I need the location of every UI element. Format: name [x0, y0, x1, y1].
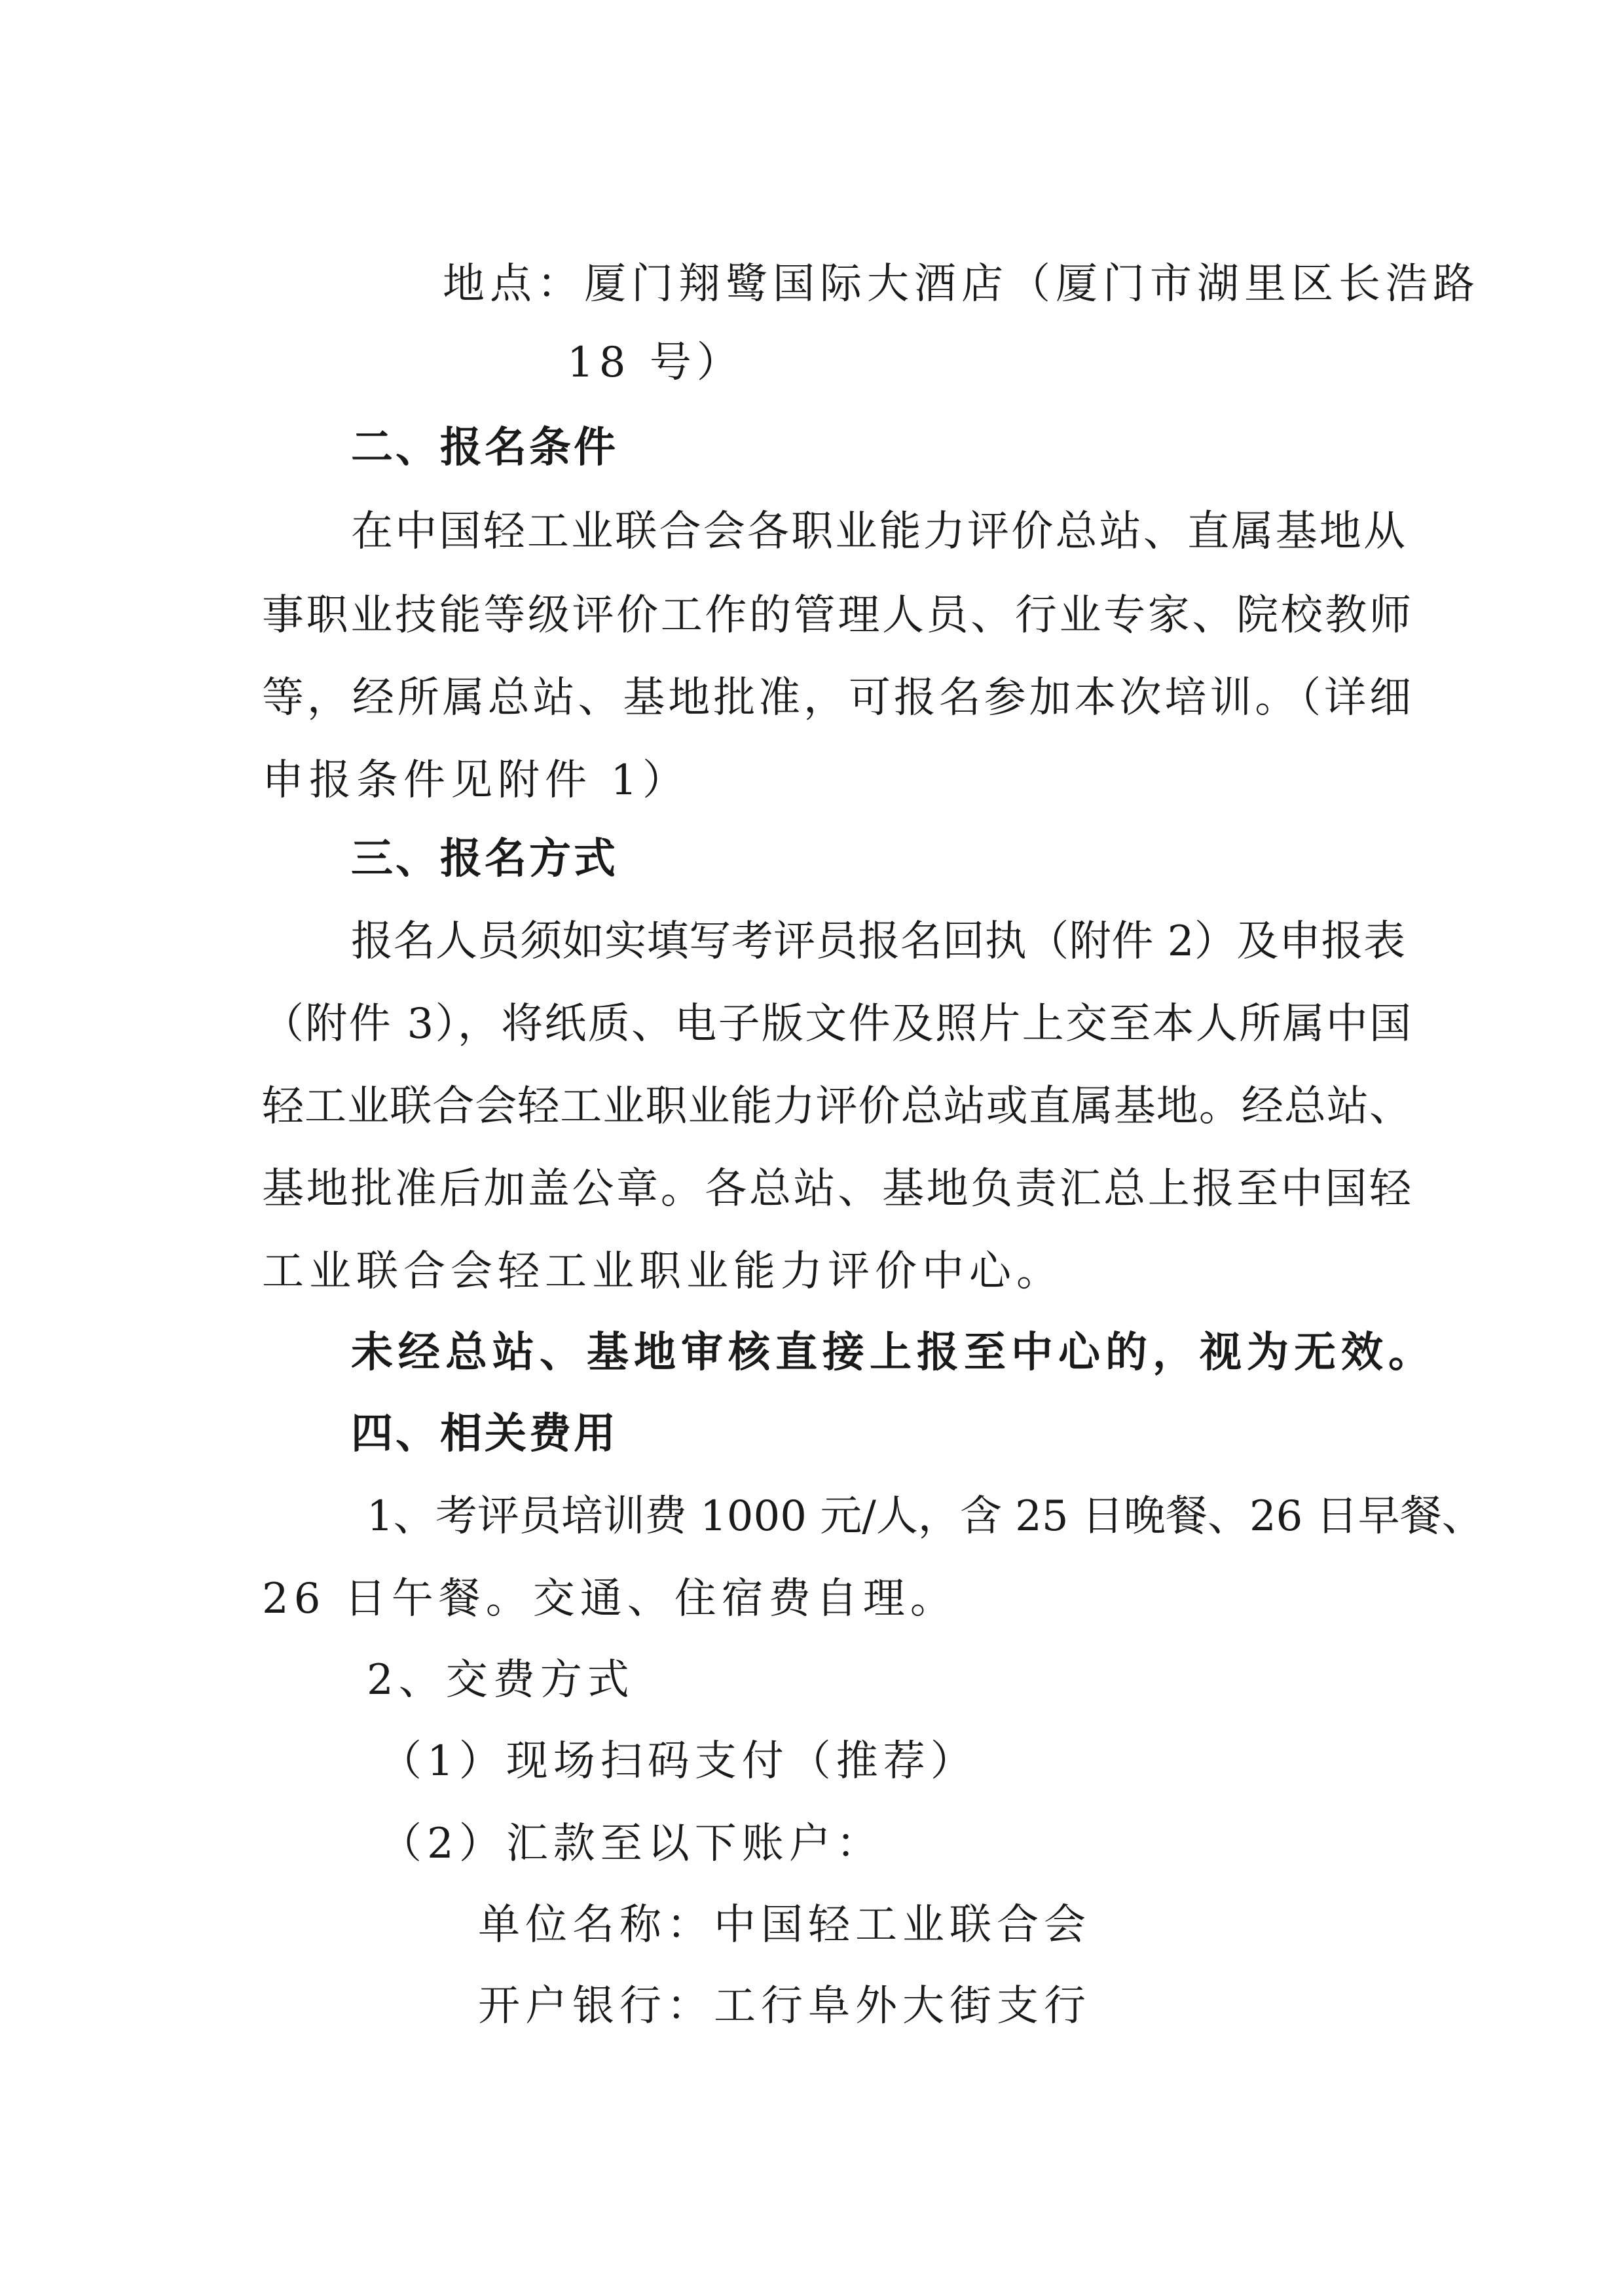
conditions-line-2: 事职业技能等级评价工作的管理人员、行业专家、院校教师 [262, 591, 1411, 640]
section-heading-registration-conditions: 二、报名条件 [351, 424, 618, 472]
method-line-4: 基地批准后加盖公章。各总站、基地负责汇总上报至中国轻 [262, 1165, 1411, 1213]
location-line-2: 18 号） [567, 339, 744, 387]
account-unit-name: 单位名称：中国轻工业联合会 [478, 1901, 1091, 1949]
location-line-1: 地点：厦门翔鹭国际大酒店（厦门市湖里区长浩路 [443, 260, 1480, 308]
payment-option-1: （1）现场扫码支付（推荐） [380, 1737, 978, 1786]
payment-method-title: 2、交费方式 [367, 1656, 635, 1704]
conditions-line-4: 申报条件见附件 1） [262, 756, 690, 805]
method-line-1: 报名人员须如实填写考评员报名回执（附件 2）及申报表 [351, 917, 1405, 966]
payment-option-2: （2）汇款至以下账户： [380, 1820, 883, 1868]
fee-line-2: 26 日午餐。交通、住宿费自理。 [262, 1575, 957, 1623]
invalid-notice: 未经总站、基地审核直接上报至中心的，视为无效。 [351, 1328, 1435, 1377]
account-bank: 开户银行：工行阜外大街支行 [478, 1982, 1091, 2030]
conditions-line-1: 在中国轻工业联合会各职业能力评价总站、直属基地从 [351, 507, 1405, 556]
method-line-3: 轻工业联合会轻工业职业能力评价总站或直属基地。经总站、 [262, 1082, 1411, 1131]
section-heading-fees: 四、相关费用 [351, 1410, 618, 1458]
section-heading-registration-method: 三、报名方式 [351, 835, 618, 883]
method-line-5: 工业联合会轻工业职业能力评价中心。 [262, 1247, 1063, 1296]
method-line-2: （附件 3），将纸质、电子版文件及照片上交至本人所属中国 [262, 1000, 1411, 1048]
fee-line-1: 1、考评员培训费 1000 元/人，含 25 日晚餐、26 日早餐、 [367, 1492, 1484, 1541]
conditions-line-3: 等，经所属总站、基地批准，可报名参加本次培训。（详细 [262, 674, 1411, 722]
